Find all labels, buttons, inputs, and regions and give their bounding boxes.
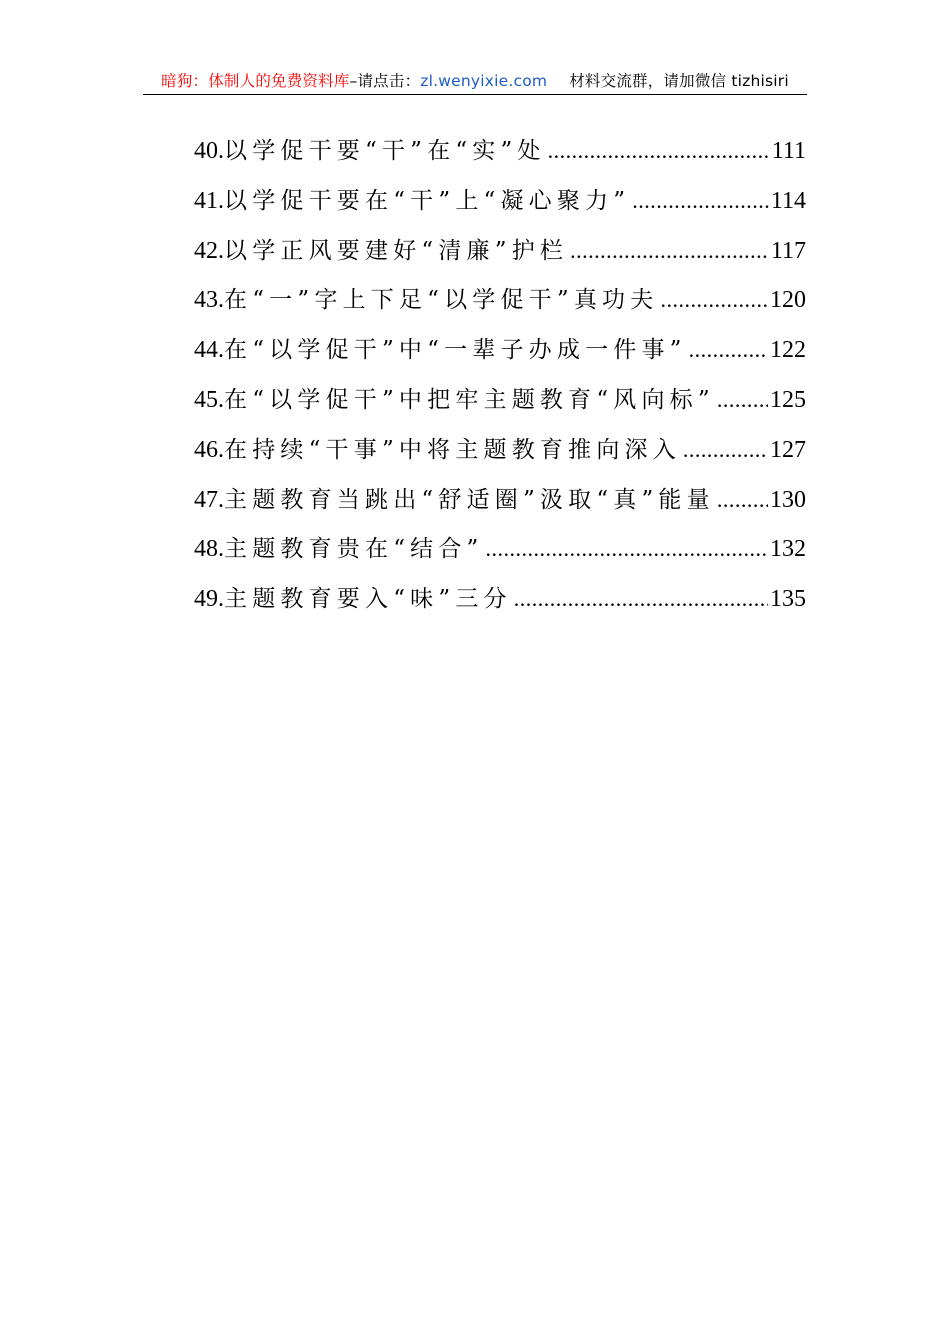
toc-entry-number: 41. (194, 187, 224, 214)
toc-entry-number: 43. (194, 287, 224, 314)
header-wechat-note: 材料交流群，请加微信 tizhisiri (569, 72, 789, 90)
toc-entry-page: 132 (770, 536, 806, 563)
toc-entry-title: 在“一”字上下足“以学促干”真功夫 (224, 287, 659, 314)
toc-dot-leader (717, 482, 768, 518)
toc-entry-48[interactable] (194, 531, 806, 581)
toc-entry-page: 111 (771, 138, 806, 164)
header-click-prompt: –请点击： (349, 72, 421, 90)
toc-dot-leader (514, 581, 768, 617)
toc-dot-leader (632, 183, 769, 219)
toc-dot-leader (570, 233, 769, 269)
page-header (143, 68, 807, 95)
toc-dot-leader (717, 382, 768, 418)
toc-entry-number: 49. (194, 586, 224, 613)
toc-entry-49[interactable] (194, 581, 806, 631)
toc-entry-number: 45. (194, 386, 224, 413)
toc-entry-page: 120 (770, 287, 806, 314)
toc-entry-page: 117 (770, 237, 806, 264)
toc-entry-41[interactable] (194, 183, 806, 233)
toc-entry-47[interactable] (194, 482, 806, 532)
toc-entry-page: 125 (770, 386, 806, 413)
toc-entry-number: 46. (194, 436, 224, 463)
toc-entry-42[interactable] (194, 233, 806, 283)
table-of-contents (194, 133, 806, 631)
toc-entry-number: 48. (194, 536, 224, 563)
toc-entry-number: 47. (194, 486, 224, 513)
toc-entry-number: 44. (194, 337, 224, 364)
toc-dot-leader (683, 432, 768, 468)
toc-dot-leader (689, 332, 768, 368)
toc-entry-44[interactable] (194, 332, 806, 382)
toc-entry-45[interactable] (194, 382, 806, 432)
toc-entry-page: 122 (770, 337, 806, 364)
toc-dot-leader (548, 133, 770, 169)
toc-dot-leader (660, 282, 768, 318)
toc-entry-46[interactable] (194, 432, 806, 482)
toc-entry-title: 在持续“干事”中将主题教育推向深入 (224, 436, 681, 463)
toc-entry-40[interactable] (194, 133, 806, 183)
toc-entry-title: 主题教育要入“味”三分 (224, 586, 512, 613)
toc-entry-page: 130 (770, 486, 806, 513)
toc-entry-title: 在“以学促干”中“一辈子办成一件事” (224, 337, 687, 364)
header-link[interactable]: zl.wenyixie.com (420, 72, 548, 90)
header-site-name: 暗狗：体制人的免费资料库 (161, 72, 350, 90)
toc-entry-43[interactable] (194, 282, 806, 332)
toc-entry-title: 在“以学促干”中把牢主题教育“风向标” (224, 386, 715, 413)
toc-entry-number: 40. (194, 138, 224, 164)
toc-entry-title: 以学正风要建好“清廉”护栏 (224, 237, 569, 264)
toc-entry-title: 主题教育贵在“结合” (224, 536, 484, 563)
toc-entry-page: 114 (770, 187, 806, 214)
toc-entry-title: 以学促干要在“干”上“凝心聚力” (224, 187, 631, 214)
toc-entry-number: 42. (194, 237, 224, 264)
toc-entry-title: 以学促干要“干”在“实”处 (224, 138, 546, 164)
toc-dot-leader (486, 531, 768, 567)
toc-entry-title: 主题教育当跳出“舒适圈”汲取“真”能量 (224, 486, 715, 513)
toc-entry-page: 135 (770, 586, 806, 613)
toc-entry-page: 127 (770, 436, 806, 463)
